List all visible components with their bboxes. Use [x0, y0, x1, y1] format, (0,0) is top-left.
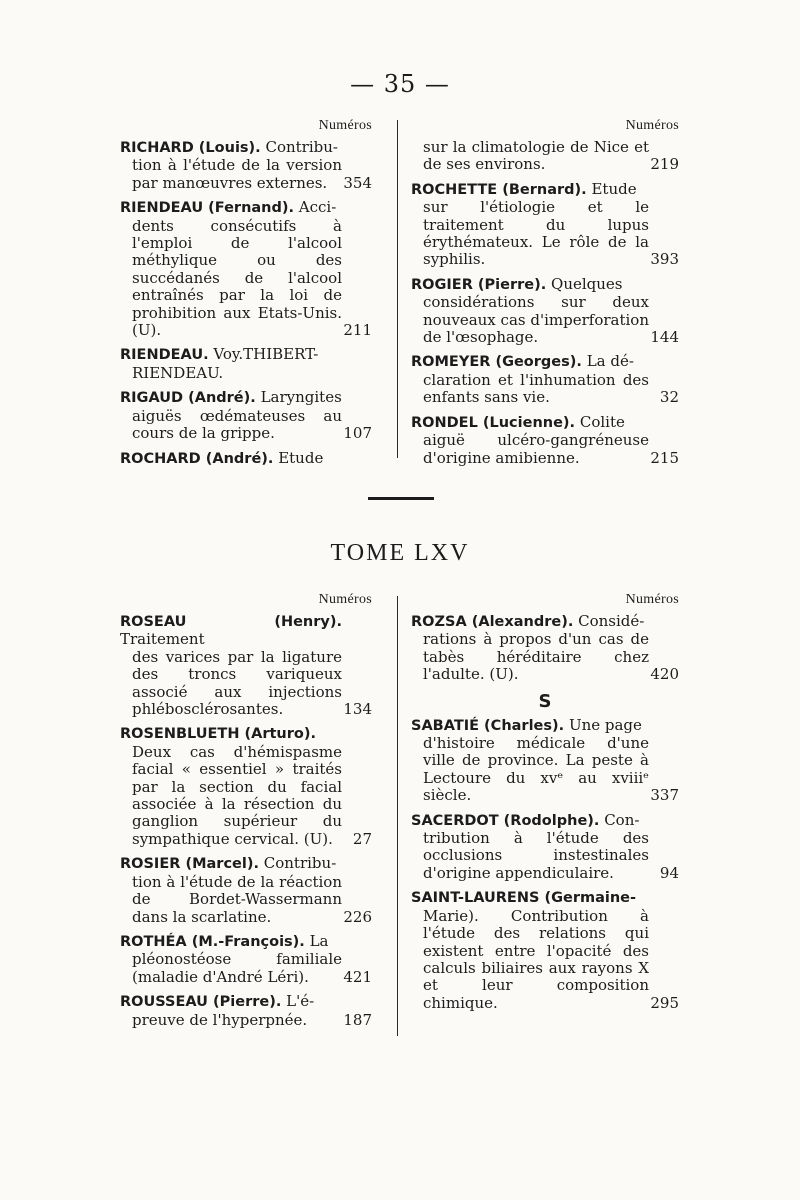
- entry-text: Contribu-: [263, 854, 337, 873]
- entry-number: 94: [659, 863, 679, 882]
- index-entry: [120, 389, 372, 442]
- author-name: ROCHETTE (Bernard).: [411, 181, 587, 198]
- entry-first-line: [120, 933, 342, 951]
- entry-text: Con-: [604, 810, 640, 829]
- column-header: Numéros: [318, 592, 372, 607]
- index-entry: [120, 855, 372, 926]
- entry-text: Etude: [591, 179, 637, 198]
- entry-continuation: rations à propos d'un cas de tabès héréditaire chez l'adulte. (U).: [423, 630, 649, 684]
- index-entry: [411, 139, 679, 174]
- entry-number: 420: [650, 665, 679, 684]
- entry-continuation: considérations sur deux nouveaux cas d'imperforation de l'œsophage.: [423, 293, 649, 347]
- entry-first-line: [120, 346, 372, 364]
- index-entry: [120, 725, 372, 848]
- entry-continuation: dents consécutifs à l'emploi de l'alcool méthylique ou des succédanés de l'alcool entraînés par la loi de prohibition aux Etats-Unis. (U).: [132, 216, 342, 340]
- section-separator: [368, 497, 434, 500]
- author-name: SACERDOT (Rodolphe).: [411, 812, 600, 829]
- column-header: Numéros: [625, 118, 679, 133]
- top-right-column: [411, 118, 679, 474]
- entry-number: 295: [650, 993, 679, 1012]
- index-entry: [120, 933, 372, 986]
- entry-continuation: d'histoire médicale d'une ville de province. La peste à Lectoure du xvᵉ au xviiiᵉ siècle.: [423, 734, 649, 805]
- column-header: Numéros: [625, 592, 679, 607]
- author-name: ROTHÉA (M.-François).: [120, 933, 305, 950]
- entry-first-line: [120, 389, 342, 407]
- author-name: ROSIER (Marcel).: [120, 856, 259, 873]
- tome-title: TOME LXV: [330, 540, 470, 566]
- column-header: Numéros: [318, 118, 372, 133]
- entry-continuation: preuve de l'hyperpnée.: [132, 1010, 308, 1029]
- entry-text: Laryngites: [260, 388, 342, 407]
- index-entry: [411, 717, 679, 805]
- entry-first-line: [411, 613, 649, 631]
- entry-text: Colite: [579, 412, 625, 431]
- entry-continuation: tion à l'étude de la réaction de Bordet-Wassermann dans la scarlatine.: [132, 872, 342, 926]
- top-left-column: [120, 118, 372, 475]
- entry-first-line: [120, 199, 342, 217]
- entry-first-line: [411, 181, 649, 199]
- entry-first-line: [411, 889, 649, 907]
- entry-number: 354: [343, 173, 372, 192]
- entry-first-line: [411, 717, 649, 735]
- index-entry: [120, 199, 372, 339]
- author-name: SAINT-LAURENS (Germaine-: [411, 890, 637, 907]
- index-entry: [120, 450, 372, 468]
- author-name: ROSENBLUETH (Arturo).: [120, 726, 317, 743]
- author-name: SABATIÉ (Charles).: [411, 717, 565, 734]
- entry-first-line: [411, 353, 649, 371]
- entry-first-line: [120, 613, 342, 649]
- entry-number: 144: [650, 328, 679, 347]
- entry-number: 27: [352, 829, 372, 848]
- index-entry: [411, 889, 679, 1012]
- author-name: ROUSSEAU (Pierre).: [120, 994, 282, 1011]
- entry-first-line: [411, 276, 649, 294]
- entry-number: 393: [650, 250, 679, 269]
- entry-text: Voy.THIBERT-: [213, 345, 319, 364]
- entry-first-line: [120, 450, 372, 468]
- entry-continuation: des varices par la ligature des troncs variqueux associé aux injections phlébosclérosantes.: [132, 647, 342, 719]
- entry-first-line: [120, 139, 342, 157]
- index-entry: [120, 346, 372, 382]
- entry-text: Traitement: [120, 630, 205, 649]
- entry-continuation: Deux cas d'hémispasme facial « essentiel » traités par la section du facial associée à la résection du ganglion supérieur du sympathique cervical. (U).: [132, 742, 342, 848]
- entry-continuation: pléonostéose familiale (maladie d'André Léri).: [132, 950, 342, 986]
- bottom-section: [0, 592, 800, 1042]
- index-entry: [411, 181, 679, 269]
- entry-continuation: aiguë ulcéro-gangréneuse d'origine amibienne.: [423, 431, 649, 467]
- entry-number: 32: [659, 388, 679, 407]
- author-name: ROCHARD (André).: [120, 450, 274, 467]
- author-name: ROGIER (Pierre).: [411, 276, 547, 293]
- index-entry: [411, 414, 679, 467]
- entry-number: 215: [650, 448, 679, 467]
- column-divider: [397, 596, 398, 1036]
- bottom-left-column: [120, 592, 372, 1036]
- author-name: RIENDEAU.: [120, 347, 209, 364]
- index-entry: [120, 993, 372, 1029]
- index-entry: [411, 812, 679, 883]
- entry-text: La: [309, 931, 329, 950]
- entry-continuation: aiguës œdémateuses au cours de la grippe.: [132, 406, 342, 443]
- entry-number: 226: [343, 907, 372, 926]
- entry-first-line: [120, 855, 342, 873]
- entry-text: L'é-: [286, 992, 315, 1011]
- index-entry: [411, 613, 679, 684]
- entry-continuation: sur la climatologie de Nice et de ses environs.: [423, 138, 649, 174]
- author-name: RONDEL (Lucienne).: [411, 414, 576, 431]
- entry-continuation: tribution à l'étude des occlusions instestinales d'origine appendiculaire.: [423, 829, 649, 882]
- entry-continuation: sur l'étiologie et le traitement du lupus érythémateux. Le rôle de la syphilis.: [423, 198, 649, 269]
- entry-text: Une page: [568, 715, 642, 734]
- author-name: RIGAUD (André).: [120, 390, 256, 407]
- column-divider: [397, 120, 398, 458]
- index-entry: [411, 353, 679, 406]
- entry-number: 219: [650, 155, 679, 174]
- entry-text: Etude: [278, 448, 324, 467]
- index-entry: [120, 139, 372, 192]
- bottom-right-column: [411, 592, 679, 1019]
- top-section: [0, 118, 800, 467]
- entry-number: 337: [650, 786, 679, 805]
- index-entry: [120, 613, 372, 718]
- entry-number: 134: [343, 700, 372, 719]
- author-name: RIENDEAU (Fernand).: [120, 200, 295, 217]
- entry-continuation: RIENDEAU.: [132, 363, 224, 382]
- entry-number: 107: [343, 424, 372, 443]
- page-number: — 35 —: [350, 70, 450, 98]
- entry-text: La dé-: [586, 352, 634, 371]
- entry-number: 211: [343, 321, 372, 340]
- entry-number: 187: [343, 1010, 372, 1029]
- entry-continuation: claration et l'inhumation des enfants sans vie.: [423, 370, 649, 407]
- entry-first-line: [120, 725, 342, 743]
- entry-first-line: [411, 812, 649, 830]
- entry-text: Quelques: [551, 274, 623, 293]
- index-entry: [411, 276, 679, 347]
- entry-first-line: [411, 414, 649, 432]
- entry-continuation: Marie). Contribution à l'étude des relations qui existent entre l'opacité des calculs biliaires aux rayons X et leur composition chimique.: [423, 906, 649, 1012]
- letter-heading: S: [538, 690, 552, 712]
- author-name: ROMEYER (Georges).: [411, 354, 582, 371]
- entry-continuation: tion à l'étude de la version par manœuvres externes.: [132, 156, 342, 192]
- author-name: ROSEAU (Henry).: [120, 614, 342, 630]
- author-name: RICHARD (Louis).: [120, 140, 261, 156]
- entry-first-line: [120, 993, 342, 1011]
- entry-number: 421: [343, 967, 372, 986]
- entry-text: Acci-: [298, 198, 337, 217]
- entry-text: Contribu-: [265, 138, 338, 156]
- author-name: ROZSA (Alexandre).: [411, 614, 574, 630]
- entry-text: Considé-: [578, 612, 645, 630]
